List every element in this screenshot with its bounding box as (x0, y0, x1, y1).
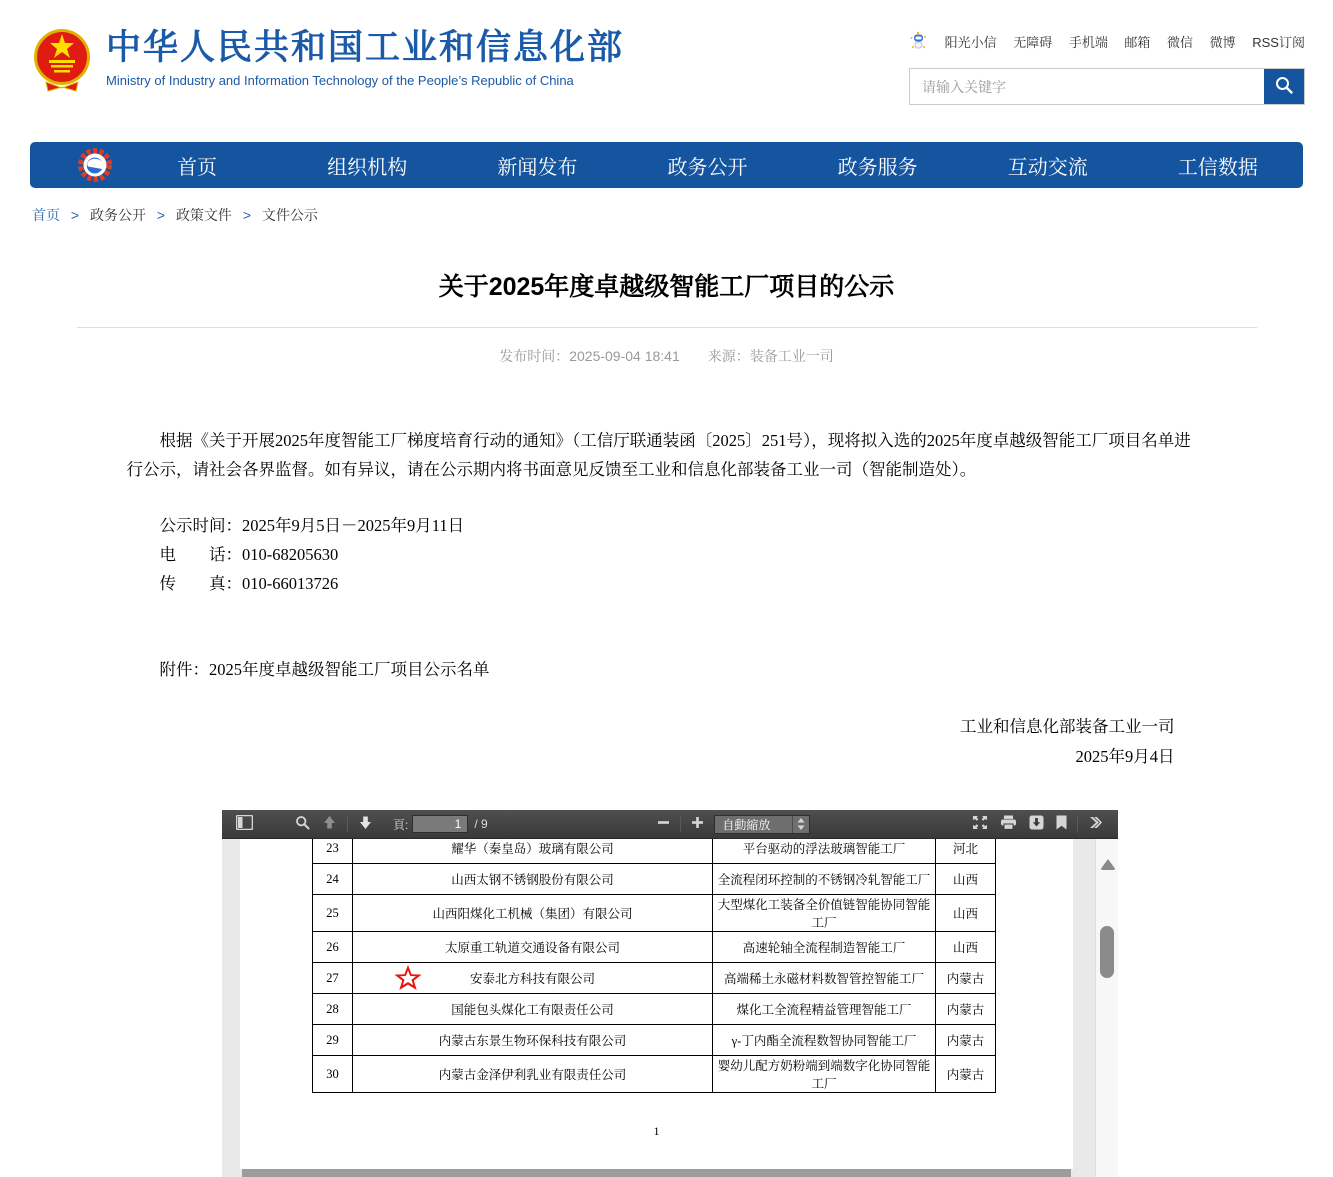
toolbar-separator (1077, 816, 1078, 832)
search-icon (1274, 75, 1294, 98)
page-number-input[interactable] (412, 815, 468, 833)
quick-links (909, 30, 1305, 53)
sidebar-toggle-icon (236, 815, 253, 833)
nav-item-data[interactable]: 工信数据 (1177, 156, 1258, 179)
arrow-up-icon (322, 815, 337, 833)
pdf-viewer (222, 810, 1118, 1177)
pdf-scrollbar[interactable] (1095, 839, 1118, 1177)
red-star-annotation-icon (393, 963, 423, 997)
signature-date: 2025年9月4日 (1075, 747, 1175, 766)
brand-text (106, 26, 624, 88)
quick-link-weibo[interactable]: 微博 (1209, 35, 1236, 50)
source-label: 来源： (707, 348, 750, 364)
bookmark-button[interactable] (1050, 811, 1073, 837)
table-row: 28 国能包头煤化工有限责任公司 煤化工全流程精益管理智能工厂 内蒙古 (313, 994, 996, 1025)
site-subtitle: Ministry of Industry and Information Technology of the People’s Republic of China (106, 72, 574, 88)
breadcrumb-policy-files[interactable]: 政策文件 (175, 207, 232, 223)
nav-item-news[interactable]: 新闻发布 (497, 156, 578, 179)
nav-item-organization[interactable]: 组织机构 (327, 156, 408, 179)
printer-icon (1000, 815, 1017, 833)
toolbar-separator (347, 816, 348, 832)
chevron-double-right-icon (1088, 816, 1104, 832)
quick-link-mail[interactable]: 邮箱 (1124, 35, 1151, 50)
breadcrumb-separator: > (156, 207, 166, 223)
quick-link-wechat[interactable]: 微信 (1167, 35, 1194, 50)
page-up-button[interactable] (316, 811, 343, 837)
toolbar-separator (680, 816, 681, 832)
telephone-line: 电 话：010-68205630 (159, 545, 339, 564)
print-button[interactable] (994, 811, 1023, 837)
scrollbar-thumb[interactable] (1100, 926, 1114, 978)
table-row: 29 内蒙古东景生物环保科技有限公司 γ-丁内酯全流程数智协同智能工厂 内蒙古 (313, 1025, 996, 1056)
article-body (127, 426, 1207, 684)
search-bar (909, 68, 1305, 105)
pdf-toolbar (222, 810, 1118, 839)
source-value: 装备工业一司 (749, 348, 834, 364)
nav-item-gov-disclosure[interactable]: 政务公开 (667, 156, 748, 179)
breadcrumb-separator: > (70, 207, 80, 223)
page-count-label: / 9 (474, 817, 488, 831)
quick-link-rss[interactable]: RSS订阅 (1252, 35, 1305, 50)
breadcrumb-gov-disclosure[interactable]: 政务公开 (89, 207, 146, 223)
quick-link-yangguangxiaoxin[interactable]: 阳光小信 (944, 35, 997, 50)
main-nav (30, 142, 1303, 188)
miit-gear-logo-icon (78, 148, 112, 182)
pdf-viewer-body (222, 839, 1118, 1177)
sidebar-toggle-button[interactable] (230, 811, 259, 837)
breadcrumb-file-publicity: 文件公示 (261, 207, 318, 223)
find-magnifier-icon (295, 815, 310, 833)
breadcrumb-separator: > (242, 207, 252, 223)
fullscreen-icon (972, 815, 988, 833)
publish-time-label: 发布时间： (499, 348, 570, 364)
article (77, 267, 1257, 772)
breadcrumb (32, 205, 1333, 225)
article-meta (77, 346, 1257, 366)
more-tools-button[interactable] (1082, 811, 1110, 837)
table-row-starred: 27 安泰北方科技有限公司 高端稀土永磁材料数智管控智能工厂 内蒙古 (313, 963, 996, 994)
page-down-button[interactable] (352, 811, 379, 837)
table-row: 30 内蒙古金泽伊利乳业有限责任公司 婴幼儿配方奶粉端到端数字化协同智能工厂 内蒙古 (313, 1056, 996, 1093)
minus-icon (657, 816, 670, 832)
zoom-in-button[interactable] (685, 811, 710, 837)
page-number-label: 頁: (393, 817, 409, 832)
article-paragraph: 根据《关于开展2025年度智能工厂梯度培育行动的通知》（工信厅联通装函〔2025〕251号），现将拟入选的2025年度卓越级智能工厂项目名单进行公示，请社会各界监督。如有异议，请在公示期内将书面意见反馈至工业和信息化部装备工业一司（智能制造处）。 (126, 431, 1191, 479)
quick-link-mobile[interactable]: 手机端 (1068, 35, 1108, 50)
smart-factory-table (312, 839, 996, 1093)
pdf-page-shadow (242, 1169, 1071, 1177)
quick-link-accessibility[interactable]: 无障碍 (1013, 35, 1053, 50)
scrollbar-up-arrow[interactable] (1100, 859, 1116, 870)
signature-block (127, 712, 1207, 772)
zoom-select-value: 自動縮放 (722, 817, 771, 832)
search-input[interactable] (910, 69, 1264, 104)
national-emblem-icon (32, 26, 92, 97)
site-header (0, 0, 1333, 132)
download-button[interactable] (1023, 811, 1050, 837)
pdf-page-footer-number: 1 (653, 1124, 660, 1138)
site-brand (32, 26, 624, 132)
header-right (909, 26, 1305, 132)
nav-item-gov-services[interactable]: 政务服务 (837, 156, 918, 179)
search-button[interactable] (1264, 69, 1304, 104)
arrow-down-icon (358, 815, 373, 833)
plus-icon (691, 816, 704, 832)
publish-time: 2025-09-04 18:41 (569, 348, 680, 364)
presentation-mode-button[interactable] (966, 811, 994, 837)
zoom-select[interactable] (714, 815, 810, 834)
publicity-period-line: 公示时间：2025年9月5日－2025年9月11日 (159, 516, 465, 535)
signature-department: 工业和信息化部装备工业一司 (960, 717, 1175, 736)
mascot-robot-icon (909, 30, 928, 53)
breadcrumb-home[interactable]: 首页 (32, 207, 60, 223)
table-row: 25 山西阳煤化工机械（集团）有限公司 大型煤化工装备全价值链智能协同智能工厂 山西 (313, 895, 996, 932)
zoom-out-button[interactable] (651, 811, 676, 837)
select-spinner-icon (792, 816, 809, 833)
attachment-link[interactable]: 附件：2025年度卓越级智能工厂项目公示名单 (159, 660, 490, 679)
table-row: 24 山西太钢不锈钢股份有限公司 全流程闭环控制的不锈钢冷轧智能工厂 山西 (313, 864, 996, 895)
article-title: 关于2025年度卓越级智能工厂项目的公示 (438, 273, 895, 301)
nav-items (112, 151, 1303, 180)
find-button[interactable] (289, 811, 316, 837)
site-title: 中华人民共和国工业和信息化部 (106, 28, 625, 67)
title-divider (77, 327, 1257, 328)
bookmark-icon (1056, 815, 1067, 833)
pdf-page (240, 839, 1073, 1169)
nav-item-home[interactable]: 首页 (177, 156, 218, 179)
fax-line: 传 真：010-66013726 (159, 574, 339, 593)
download-icon (1029, 815, 1044, 833)
nav-item-interaction[interactable]: 互动交流 (1007, 156, 1088, 179)
table-row: 26 太原重工轨道交通设备有限公司 高速轮轴全流程制造智能工厂 山西 (313, 932, 996, 963)
table-row: 23 耀华（秦皇岛）玻璃有限公司 平台驱动的浮法玻璃智能工厂 河北 (313, 839, 996, 864)
